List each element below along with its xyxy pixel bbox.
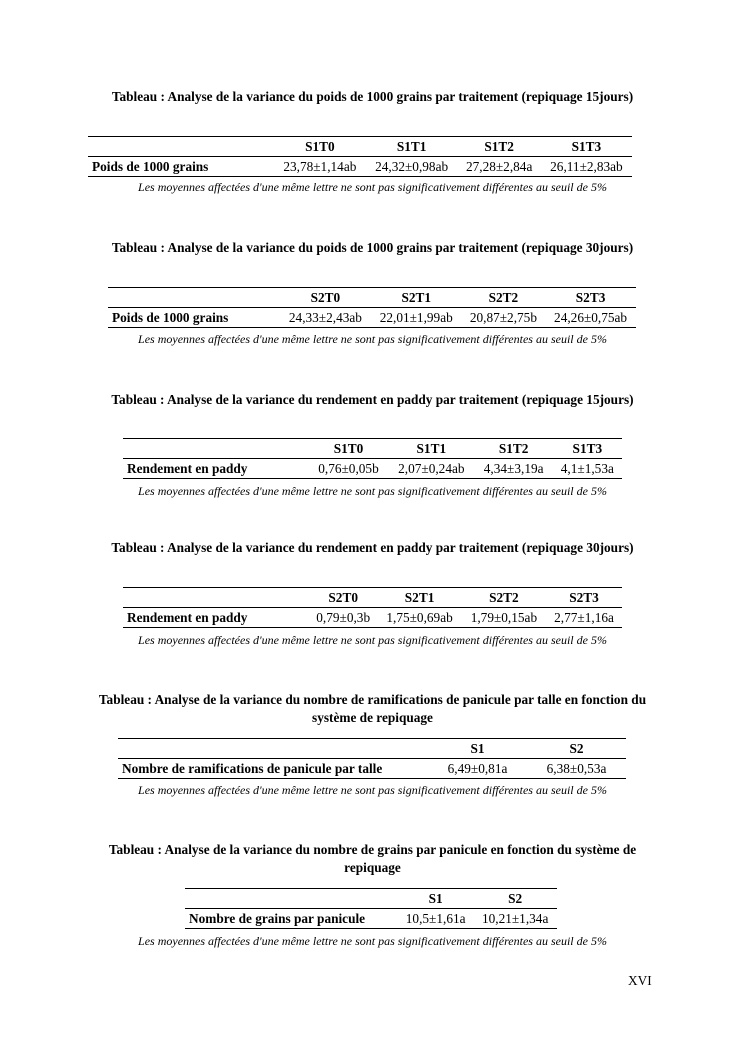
header-empty-cell [108,288,280,308]
table-title: Tableau : Analyse de la variance du poids de 1000 grains par traitement (repiquage 30jours) [111,240,634,255]
row-label: Rendement en paddy [123,459,309,479]
table-footnote: Les moyennes affectées d'une même lettre ne sont pas significativement différentes au seuil de 5% [138,783,607,797]
header-empty-cell [123,588,309,608]
column-header: S1T2 [475,439,553,459]
row-label: Nombre de ramifications de panicule par talle [118,759,428,779]
column-header: S1T0 [309,439,388,459]
value-cell: 4,34±3,19a [475,459,553,479]
table-section [0,691,745,726]
column-header: S1T1 [366,137,458,157]
column-header: S2T1 [371,288,462,308]
row-label: Poids de 1000 grains [88,157,274,177]
value-cell: 10,5±1,61a [398,909,473,929]
row-label: Nombre de grains par panicule [185,909,398,929]
column-header: S2T3 [546,588,622,608]
data-table [108,287,636,328]
table-header-row [108,288,636,308]
value-cell: 26,11±2,83ab [541,157,632,177]
column-header: S2T2 [462,288,545,308]
header-empty-cell [185,889,398,909]
column-header: S2T2 [462,588,546,608]
table-section [0,239,745,257]
column-header: S1T1 [388,439,475,459]
row-label: Poids de 1000 grains [108,308,280,328]
table-header-row [185,889,557,909]
table-header-row [88,137,632,157]
table-footnote: Les moyennes affectées d'une même lettre ne sont pas significativement différentes au seuil de 5% [138,934,607,948]
table-title: Tableau : Analyse de la variance du nombre de grains par panicule en fonction du système de repiquage [108,842,637,875]
table-section [0,88,745,106]
column-header: S1T2 [457,137,540,157]
data-table [185,888,557,929]
header-empty-cell [123,439,309,459]
table-row [123,608,622,628]
column-header: S1T3 [541,137,632,157]
table-header-row [118,739,626,759]
value-cell: 0,79±0,3b [309,608,377,628]
table-header-row [123,588,622,608]
column-header: S1T0 [274,137,366,157]
table-footnote: Les moyennes affectées d'une même lettre ne sont pas significativement différentes au seuil de 5% [138,332,607,346]
table-row [108,308,636,328]
value-cell: 1,79±0,15ab [462,608,546,628]
table-section [0,539,745,557]
data-table [123,587,622,628]
value-cell: 22,01±1,99ab [371,308,462,328]
table-row [185,909,557,929]
value-cell: 20,87±2,75b [462,308,545,328]
data-table [118,738,626,779]
value-cell: 10,21±1,34a [473,909,557,929]
column-header: S2T1 [377,588,461,608]
table-title: Tableau : Analyse de la variance du nombre de ramifications de panicule par talle en fonction du système de repiquage [98,692,647,725]
value-cell: 4,1±1,53a [553,459,622,479]
column-header: S2T3 [545,288,636,308]
value-cell: 1,75±0,69ab [377,608,461,628]
value-cell: 23,78±1,14ab [274,157,366,177]
table-section [0,391,745,409]
value-cell: 6,38±0,53a [527,759,626,779]
table-footnote: Les moyennes affectées d'une même lettre ne sont pas significativement différentes au seuil de 5% [138,484,607,498]
column-header: S1 [398,889,473,909]
column-header: S2T0 [309,588,377,608]
table-row [118,759,626,779]
data-table [123,438,622,479]
column-header: S1 [428,739,527,759]
table-footnote: Les moyennes affectées d'une même lettre ne sont pas significativement différentes au seuil de 5% [138,633,607,647]
table-title: Tableau : Analyse de la variance du poids de 1000 grains par traitement (repiquage 15jours) [111,89,634,104]
header-empty-cell [88,137,274,157]
header-empty-cell [118,739,428,759]
value-cell: 2,77±1,16a [546,608,622,628]
value-cell: 6,49±0,81a [428,759,527,779]
table-footnote: Les moyennes affectées d'une même lettre ne sont pas significativement différentes au seuil de 5% [138,180,607,194]
value-cell: 24,32±0,98ab [366,157,458,177]
column-header: S1T3 [553,439,622,459]
value-cell: 0,76±0,05b [309,459,388,479]
table-title: Tableau : Analyse de la variance du rendement en paddy par traitement (repiquage 15jours) [111,392,634,407]
page-number: XVI [628,973,652,988]
value-cell: 24,33±2,43ab [280,308,371,328]
value-cell: 24,26±0,75ab [545,308,636,328]
row-label: Rendement en paddy [123,608,309,628]
data-table [88,136,632,177]
column-header: S2 [527,739,626,759]
table-title: Tableau : Analyse de la variance du rendement en paddy par traitement (repiquage 30jours) [111,540,634,555]
value-cell: 2,07±0,24ab [388,459,475,479]
column-header: S2 [473,889,557,909]
column-header: S2T0 [280,288,371,308]
table-row [88,157,632,177]
table-section [0,841,745,876]
table-row [123,459,622,479]
table-header-row [123,439,622,459]
value-cell: 27,28±2,84a [457,157,540,177]
